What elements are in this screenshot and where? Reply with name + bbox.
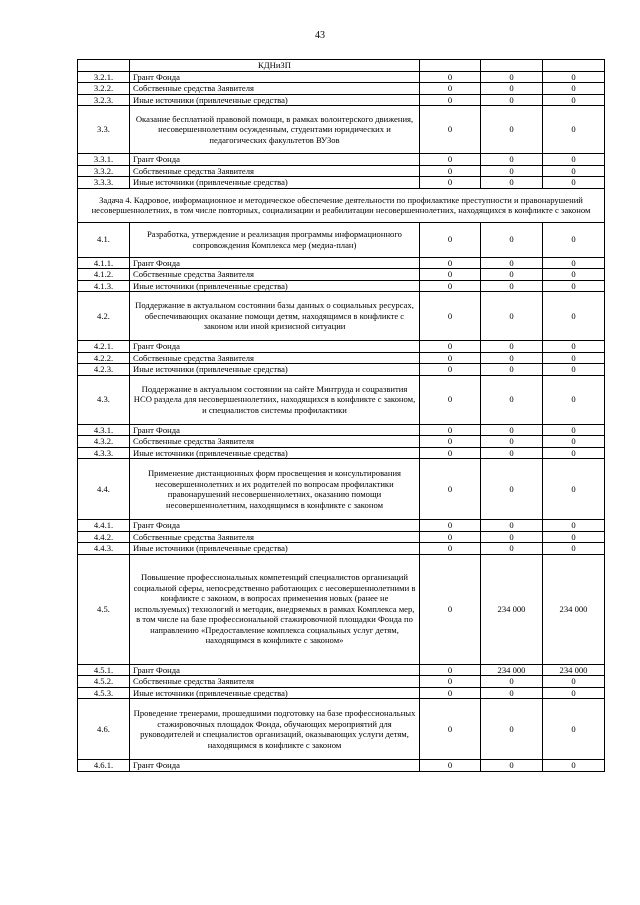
value-cell: 0: [420, 699, 481, 760]
item-number: 4.3.: [78, 375, 130, 424]
value-cell: 0: [420, 177, 481, 189]
value-cell: 0: [420, 154, 481, 166]
item-number: 4.5.: [78, 554, 130, 664]
item-name: Поддержание в актуальном состоянии на сайте Минтруда и соцразвития НСО раздела для несовершеннолетних, находящихся в конфликте с законом, и специалистов системы профилактики: [130, 375, 420, 424]
item-name: Собственные средства Заявителя: [130, 165, 420, 177]
item-number: 4.5.3.: [78, 687, 130, 699]
table-row: [78, 60, 605, 72]
value-cell: 0: [481, 177, 543, 189]
value-cell: 0: [420, 760, 481, 772]
value-cell: 0: [481, 543, 543, 555]
value-cell: 0: [481, 71, 543, 83]
value-cell: 0: [420, 543, 481, 555]
value-cell: 0: [420, 106, 481, 154]
item-number: 3.3.: [78, 106, 130, 154]
item-number: 3.3.3.: [78, 177, 130, 189]
table-row: [78, 222, 605, 257]
table-row: [78, 154, 605, 166]
value-cell: 0: [481, 447, 543, 459]
table-row: [78, 364, 605, 376]
item-name: Иные источники (привлеченные средства): [130, 543, 420, 555]
item-number: 4.4.: [78, 459, 130, 520]
item-name: Собственные средства Заявителя: [130, 352, 420, 364]
item-name: Иные источники (привлеченные средства): [130, 94, 420, 106]
value-cell: 0: [420, 364, 481, 376]
value-cell: 0: [420, 352, 481, 364]
value-cell: 0: [543, 699, 605, 760]
value-cell: 0: [420, 676, 481, 688]
item-number: [78, 60, 130, 72]
value-cell: 0: [481, 676, 543, 688]
value-cell: 0: [420, 83, 481, 95]
value-cell: 0: [543, 269, 605, 281]
value-cell: 0: [420, 531, 481, 543]
item-name: Грант Фонда: [130, 664, 420, 676]
value-cell: 234 000: [543, 554, 605, 664]
item-number: 4.4.3.: [78, 543, 130, 555]
table-row: [78, 257, 605, 269]
item-name: Применение дистанционных форм просвещения и консультирования несовершеннолетних и их родителей по вопросам профилактики правонарушений несовершеннолетних, оказанию помощи несовершеннолетним, находящимся в конфликте с законом: [130, 459, 420, 520]
value-cell: 0: [543, 341, 605, 353]
item-name: Иные источники (привлеченные средства): [130, 177, 420, 189]
table-row: [78, 676, 605, 688]
value-cell: 0: [420, 554, 481, 664]
value-cell: 0: [481, 459, 543, 520]
item-number: 4.2.: [78, 292, 130, 341]
value-cell: 0: [481, 154, 543, 166]
value-cell: 0: [543, 222, 605, 257]
table-row: [78, 83, 605, 95]
value-cell: 0: [543, 687, 605, 699]
value-cell: 0: [543, 676, 605, 688]
value-cell: 0: [543, 543, 605, 555]
value-cell: 0: [543, 292, 605, 341]
value-cell: 0: [420, 269, 481, 281]
value-cell: 234 000: [481, 664, 543, 676]
value-cell: 0: [420, 687, 481, 699]
item-name: Иные источники (привлеченные средства): [130, 447, 420, 459]
item-number: 4.2.1.: [78, 341, 130, 353]
value-cell: 0: [543, 375, 605, 424]
item-name: Грант Фонда: [130, 760, 420, 772]
value-cell: 0: [420, 664, 481, 676]
item-number: 3.2.1.: [78, 71, 130, 83]
value-cell: 0: [420, 375, 481, 424]
item-number: 4.1.: [78, 222, 130, 257]
value-cell: 0: [481, 364, 543, 376]
table-row: [78, 424, 605, 436]
item-number: 3.3.2.: [78, 165, 130, 177]
value-cell: 0: [543, 280, 605, 292]
item-name: Собственные средства Заявителя: [130, 436, 420, 448]
value-cell: 0: [481, 699, 543, 760]
value-cell: 0: [420, 165, 481, 177]
item-number: 4.1.2.: [78, 269, 130, 281]
value-cell: 0: [481, 531, 543, 543]
value-cell: 0: [481, 257, 543, 269]
item-name: КДНиЗП: [130, 60, 420, 72]
item-name: Грант Фонда: [130, 154, 420, 166]
value-cell: 0: [543, 83, 605, 95]
table-row: [78, 531, 605, 543]
table-row: [78, 664, 605, 676]
value-cell: 234 000: [543, 664, 605, 676]
value-cell: 0: [543, 760, 605, 772]
table-row: [78, 760, 605, 772]
table-row: [78, 554, 605, 664]
task-heading: Задача 4. Кадровое, информационное и методическое обеспечение деятельности по профилактике преступности и правонарушений несовершеннолетних, в том числе повторных, социализации и реабилитации несовершеннолетних, находящихся в конфликте с законом: [78, 188, 605, 222]
table-row: [78, 687, 605, 699]
value-cell: 0: [543, 257, 605, 269]
item-name: Поддержание в актуальном состоянии базы данных о социальных ресурсах, обеспечивающих оказание помощи детям, находящимся в конфликте с законом или иной кризисной ситуации: [130, 292, 420, 341]
item-number: 4.6.: [78, 699, 130, 760]
value-cell: 0: [543, 165, 605, 177]
value-cell: 0: [543, 352, 605, 364]
value-cell: 0: [543, 177, 605, 189]
value-cell: [543, 60, 605, 72]
item-name: Собственные средства Заявителя: [130, 83, 420, 95]
value-cell: 0: [481, 94, 543, 106]
item-number: 4.5.1.: [78, 664, 130, 676]
item-number: 4.2.2.: [78, 352, 130, 364]
value-cell: 0: [420, 520, 481, 532]
table-row: [78, 280, 605, 292]
item-name: Проведение тренерами, прошедшими подготовку на базе профессиональных стажировочных площадок Фонда, обучающих мероприятий для руководителей и специалистов организаций, оказывающих услуги детям, находящимся в конфликте с законом: [130, 699, 420, 760]
value-cell: 0: [481, 280, 543, 292]
item-name: Иные источники (привлеченные средства): [130, 364, 420, 376]
value-cell: 0: [420, 71, 481, 83]
item-number: 3.2.3.: [78, 94, 130, 106]
item-name: Собственные средства Заявителя: [130, 676, 420, 688]
value-cell: [420, 60, 481, 72]
value-cell: 0: [481, 520, 543, 532]
value-cell: 0: [543, 71, 605, 83]
value-cell: 0: [543, 364, 605, 376]
value-cell: 0: [481, 292, 543, 341]
item-number: 4.3.3.: [78, 447, 130, 459]
task-row: [78, 188, 605, 222]
item-name: Собственные средства Заявителя: [130, 531, 420, 543]
table-row: [78, 447, 605, 459]
value-cell: 234 000: [481, 554, 543, 664]
item-name: Грант Фонда: [130, 424, 420, 436]
table-row: [78, 520, 605, 532]
value-cell: 0: [420, 459, 481, 520]
value-cell: 0: [543, 531, 605, 543]
value-cell: 0: [481, 436, 543, 448]
table-row: [78, 106, 605, 154]
value-cell: 0: [481, 222, 543, 257]
item-number: 3.3.1.: [78, 154, 130, 166]
item-name: Иные источники (привлеченные средства): [130, 280, 420, 292]
value-cell: 0: [543, 424, 605, 436]
item-name: Грант Фонда: [130, 341, 420, 353]
value-cell: 0: [420, 222, 481, 257]
item-name: Грант Фонда: [130, 520, 420, 532]
value-cell: 0: [543, 106, 605, 154]
item-name: Повышение профессиональных компетенций специалистов организаций социальной сферы, непосредственно работающих с несовершеннолетними в конфликте с законом, в вопросах применения новых (ранее не используемых) технологий и методик, внедряемых в рамках Комплекса мер, в том числе на базе профессиональной стажировочной площадки Фонда по направлению «Предоставление комплекса социальных услуг детям, находящимся в конфликте с законом»: [130, 554, 420, 664]
value-cell: 0: [481, 424, 543, 436]
table-row: [78, 71, 605, 83]
item-number: 4.4.1.: [78, 520, 130, 532]
value-cell: 0: [481, 687, 543, 699]
item-number: 4.3.1.: [78, 424, 130, 436]
value-cell: 0: [420, 94, 481, 106]
value-cell: 0: [420, 424, 481, 436]
value-cell: 0: [481, 165, 543, 177]
item-number: 4.1.3.: [78, 280, 130, 292]
item-number: 3.2.2.: [78, 83, 130, 95]
value-cell: 0: [481, 375, 543, 424]
table-row: [78, 459, 605, 520]
item-name: Разработка, утверждение и реализация программы информационного сопровождения Комплекса мер (медиа-план): [130, 222, 420, 257]
value-cell: [481, 60, 543, 72]
value-cell: 0: [543, 447, 605, 459]
page-number: 43: [315, 30, 325, 41]
value-cell: 0: [420, 447, 481, 459]
value-cell: 0: [543, 154, 605, 166]
value-cell: 0: [420, 341, 481, 353]
item-name: Грант Фонда: [130, 257, 420, 269]
table-row: [78, 94, 605, 106]
value-cell: 0: [543, 436, 605, 448]
value-cell: 0: [481, 760, 543, 772]
value-cell: 0: [481, 83, 543, 95]
item-name: Собственные средства Заявителя: [130, 269, 420, 281]
table-row: [78, 165, 605, 177]
table-row: [78, 543, 605, 555]
table-row: [78, 436, 605, 448]
value-cell: 0: [420, 280, 481, 292]
item-number: 4.1.1.: [78, 257, 130, 269]
table-row: [78, 292, 605, 341]
value-cell: 0: [481, 106, 543, 154]
budget-table: [77, 59, 605, 772]
value-cell: 0: [481, 352, 543, 364]
item-name: Иные источники (привлеченные средства): [130, 687, 420, 699]
table-row: [78, 375, 605, 424]
table-row: [78, 177, 605, 189]
value-cell: 0: [420, 292, 481, 341]
value-cell: 0: [420, 436, 481, 448]
item-name: Оказание бесплатной правовой помощи, в рамках волонтерского движения, несовершеннолетним осужденным, студентами юридических и педагогических факультетов ВУЗов: [130, 106, 420, 154]
table-row: [78, 269, 605, 281]
table-row: [78, 341, 605, 353]
value-cell: 0: [543, 520, 605, 532]
item-number: 4.6.1.: [78, 760, 130, 772]
item-number: 4.3.2.: [78, 436, 130, 448]
value-cell: 0: [481, 341, 543, 353]
table-row: [78, 352, 605, 364]
value-cell: 0: [481, 269, 543, 281]
value-cell: 0: [543, 94, 605, 106]
value-cell: 0: [420, 257, 481, 269]
table-row: [78, 699, 605, 760]
item-number: 4.5.2.: [78, 676, 130, 688]
item-number: 4.2.3.: [78, 364, 130, 376]
value-cell: 0: [543, 459, 605, 520]
item-name: Грант Фонда: [130, 71, 420, 83]
item-number: 4.4.2.: [78, 531, 130, 543]
